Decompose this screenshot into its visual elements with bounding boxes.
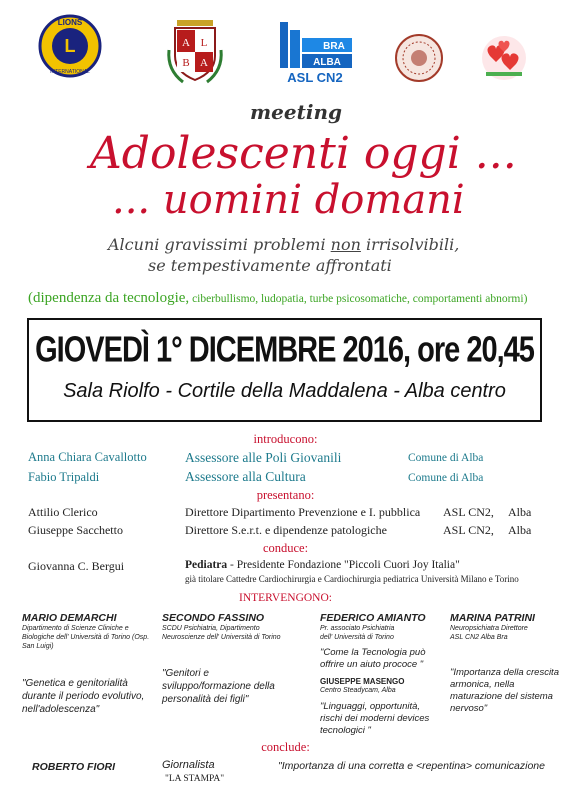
- subtitle-line-2: se tempestivamente affrontati: [148, 256, 392, 275]
- conduce-note: già titolare Cattedre Cardiochirurgia e Cardiochirurgia pediatrica Università Milano e Torino: [185, 574, 519, 584]
- conclude-name: ROBERTO FIORI: [32, 761, 116, 773]
- lions-top-text: LIONS: [57, 18, 83, 27]
- subtitle-line-1: [108, 235, 459, 254]
- location: Sala Riolfo - Cortile della Maddalena - Alba centro: [63, 380, 506, 402]
- topics-line: [28, 289, 527, 307]
- pres-name-2: Giuseppe Sacchetto: [28, 523, 123, 537]
- alba-letter-a1: A: [182, 37, 190, 49]
- asl-bra-text: BRA: [323, 41, 345, 52]
- intro-name-1: Anna Chiara Cavallotto: [28, 450, 147, 464]
- intro-role-2: Assessore alla Cultura: [185, 469, 306, 484]
- title-line-2: ... uomini domani: [112, 177, 465, 223]
- meeting-label: meeting: [250, 100, 342, 124]
- title-line-1: Adolescenti oggi ...: [90, 128, 517, 179]
- alba-coat-of-arms: [163, 10, 227, 86]
- conclude-paper: "LA STAMPA": [165, 774, 225, 784]
- pres-org-2: ASL CN2,: [443, 523, 494, 537]
- topics-main: (dipendenza da tecnologie,: [28, 290, 190, 306]
- pres-role-1: Direttore Dipartimento Prevenzione e I. pubblica: [185, 505, 421, 519]
- speaker-2: [162, 612, 300, 706]
- presentano-label: presentano:: [256, 488, 315, 502]
- speaker-3-name: FEDERICO AMIANTO: [320, 612, 426, 624]
- conduce-name: Giovanna C. Bergui: [28, 559, 125, 573]
- conduce-role-bold: Pediatra: [185, 559, 228, 571]
- speaker-3-topic: "Come la Tecnologia può offrire un aiuto prococe ": [320, 647, 426, 670]
- hearts-logo: [476, 34, 532, 84]
- intro-org-2: Comune di Alba: [408, 472, 484, 484]
- asl-cn2-logo: [276, 20, 354, 86]
- intro-org-1: Comune di Alba: [408, 452, 484, 464]
- subtitle-non: non: [330, 235, 361, 254]
- speaker-extra-affiliation: Centro Steadycam, Alba: [320, 687, 396, 694]
- asl-name-text: ASL CN2: [287, 70, 343, 85]
- pres-name-1: Attilio Clerico: [28, 505, 98, 519]
- pres-role-2: Direttore S.e.r.t. e dipendenze patologiche: [185, 523, 387, 537]
- speaker-2-name: SECONDO FASSINO: [162, 612, 265, 624]
- conduce-label: conduce:: [262, 541, 309, 555]
- conclude-topic: "Importanza di una corretta e <repentina> comunicazione: [278, 760, 545, 772]
- speaker-4-topic: "Importanza della crescita armonica, nella maturazione del sistema nervoso": [450, 667, 559, 714]
- speaker-4: [450, 612, 560, 715]
- alba-letter-b: B: [182, 57, 190, 69]
- speaker-3-affiliation: Pr. associato Psichiatria dell' Università di Torino: [320, 625, 395, 641]
- speaker-extra-topic: "Linguaggi, opportunità, rischi dei moderni devices tecnologici ": [320, 701, 430, 736]
- pres-city-2: Alba: [508, 523, 532, 537]
- speaker-3: [320, 612, 440, 737]
- conclude-label: conclude:: [261, 740, 310, 754]
- pres-org-1: ASL CN2,: [443, 505, 494, 519]
- speaker-4-name: MARINA PATRINI: [450, 612, 535, 624]
- speaker-1: [22, 612, 156, 716]
- intervengono-label: INTERVENGONO:: [239, 592, 332, 604]
- speaker-2-affiliation: SCDU Psichiatria, Dipartimento Neuroscienze dell' Università di Torino: [162, 625, 281, 641]
- speaker-1-name: MARIO DEMARCHI: [22, 612, 117, 624]
- introducono-label: introducono:: [253, 432, 318, 446]
- subtitle-pre: Alcuni gravissimi problemi: [108, 235, 331, 254]
- speaker-4-affiliation: Neuropsichiatra Direttore ASL CN2 Alba Bra: [450, 625, 528, 641]
- svg-text:L: L: [64, 36, 76, 56]
- alba-letter-a2: A: [200, 57, 208, 69]
- university-seal-logo: [394, 33, 444, 83]
- speaker-1-affiliation: Dipartimento di Scienze Cliniche e Biologiche dell' Università di Torino (Osp. San Luigi): [22, 625, 150, 650]
- conduce-role: [185, 559, 460, 571]
- intro-name-2: Fabio Tripaldi: [28, 470, 100, 484]
- lions-club-logo: [38, 14, 102, 78]
- topics-rest: ciberbullismo, ludopatia, turbe psicosomatiche, comportamenti abnormi): [189, 293, 528, 305]
- speaker-2-topic: "Genitori e sviluppo/formazione della personalità dei figli": [162, 668, 275, 705]
- pres-city-1: Alba: [508, 505, 532, 519]
- conduce-role-rest: - Presidente Fondazione "Piccoli Cuori Joy Italia": [227, 559, 460, 571]
- subtitle-post: irrisolvibili,: [360, 235, 460, 254]
- date-time: GIOVEDÌ 1° DICEMBRE 2016, ore 20,45: [35, 330, 534, 370]
- conclude-role: Giornalista: [162, 759, 215, 771]
- date-location-box: [27, 318, 542, 422]
- intro-role-1: Assessore alle Poli Giovanili: [185, 450, 342, 465]
- speaker-1-topic: "Genetica e genitorialità durante il periodo evolutivo, nell'adolescenza": [22, 678, 145, 715]
- asl-alba-text: ALBA: [313, 57, 341, 68]
- speaker-extra-name: GIUSEPPE MASENGO: [320, 677, 405, 686]
- lions-bottom-text: INTERNATIONAL: [50, 69, 90, 75]
- alba-letter-l: L: [200, 37, 208, 49]
